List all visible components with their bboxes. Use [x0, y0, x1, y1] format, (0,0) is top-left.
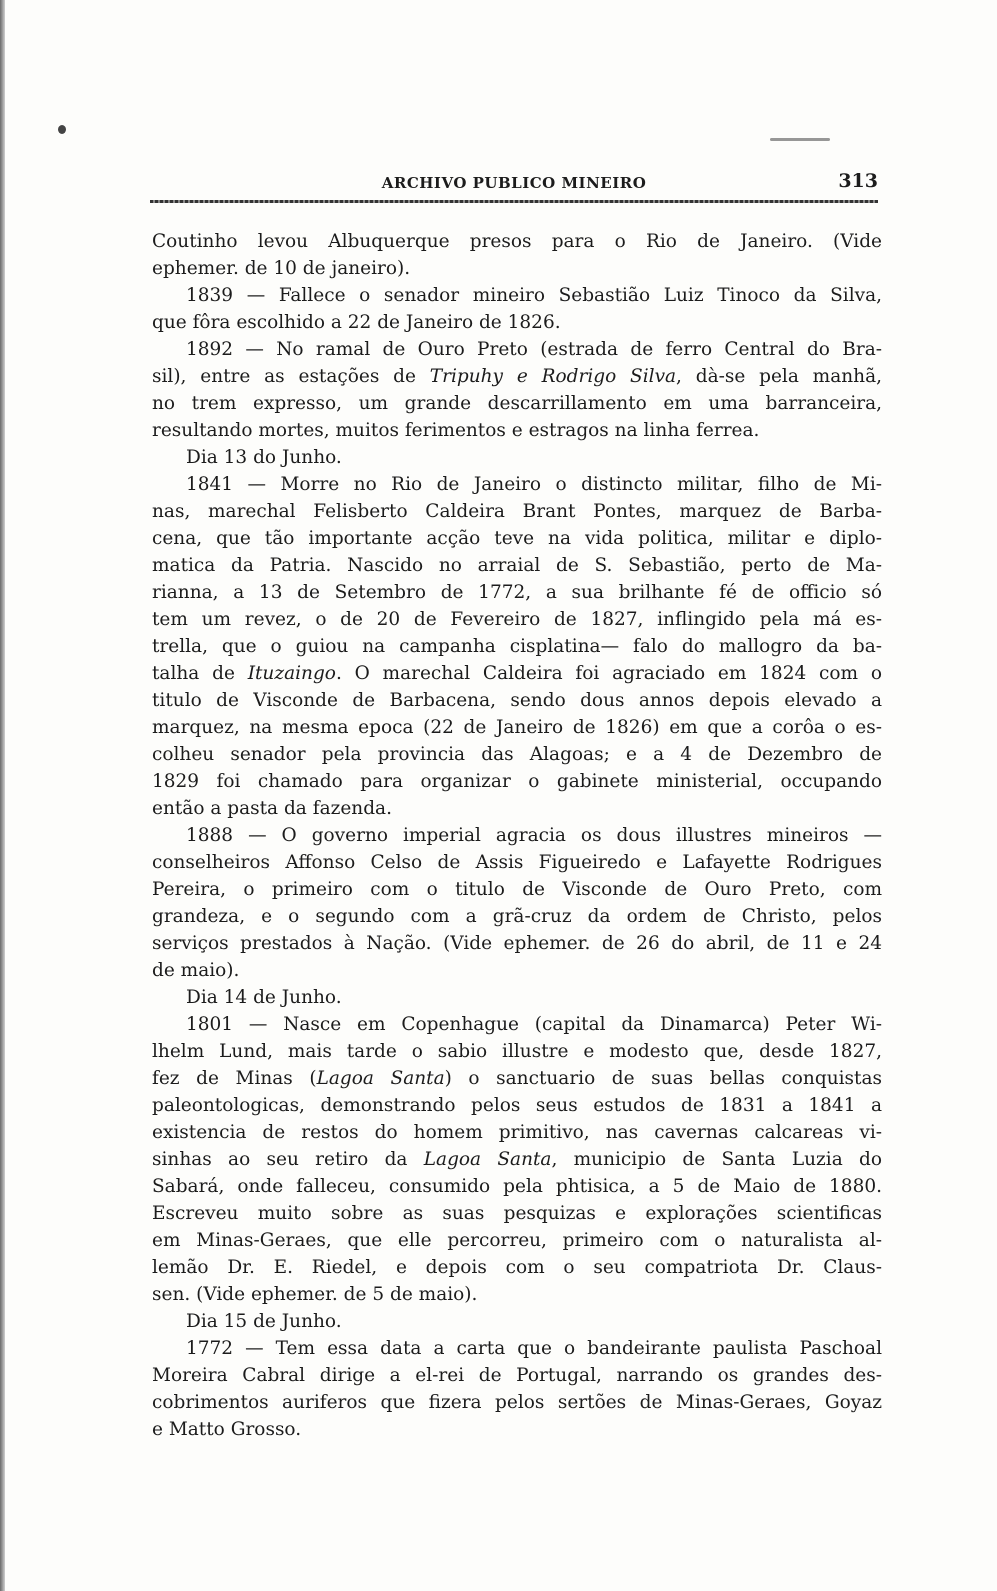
text-line: em Minas-Geraes, que elle percorreu, primeiro com o naturalista al-	[152, 1230, 882, 1251]
text-line: Moreira Cabral dirige a el-rei de Portugal, narrando os grandes des-	[152, 1365, 882, 1386]
text-line	[152, 1065, 882, 1092]
text-line: existencia de restos do homem primitivo, nas cavernas calcareas vi-	[152, 1122, 882, 1143]
text-line: no trem expresso, um grande descarrillamento em uma barranceira,	[152, 393, 882, 414]
text-line: cena, que tão importante acção teve na vida politica, militar e diplo-	[152, 528, 882, 549]
entry-paragraph	[152, 336, 882, 444]
entry-paragraph	[152, 471, 882, 822]
text-line: paleontologicas, demonstrando pelos seus estudos de 1831 a 1841 a	[152, 1095, 882, 1116]
text-segment: ) o sanctuario de suas bellas conquistas	[444, 1068, 882, 1089]
text-line: rianna, a 13 de Setembro de 1772, a sua brilhante fé de officio só	[152, 582, 882, 603]
text-line: cobrimentos auriferos que fizera pelos sertões de Minas-Geraes, Goyaz	[152, 1392, 882, 1413]
text-line: marquez, na mesma epoca (22 de Janeiro de 1826) em que a corôa o es-	[152, 717, 882, 738]
text-line: ephemer. de 10 de janeiro).	[152, 258, 411, 279]
text-segment: , dà-se pela manhã,	[676, 366, 882, 387]
text-line: colheu senador pela provincia das Alagoas; e a 4 de Dezembro de	[152, 744, 882, 765]
text-line: Sabará, onde falleceu, consumido pela phtisica, a 5 de Maio de 1880.	[152, 1176, 882, 1197]
text-line: matica da Patria. Nascido no arraial de S. Sebastião, perto de Ma-	[152, 555, 882, 576]
page-header	[150, 168, 878, 198]
text-line: 1892 — No ramal de Ouro Preto (estrada de ferro Central do Bra-	[186, 339, 882, 360]
text-line: Coutinho levou Albuquerque presos para o Rio de Janeiro. (Vide	[152, 231, 882, 252]
text-line: conselheiros Affonso Celso de Assis Figueiredo e Lafayette Rodrigues	[152, 852, 882, 873]
text-segment: . O marechal Caldeira foi agraciado em 1824 com o	[335, 663, 882, 684]
entry-paragraph	[152, 1335, 882, 1443]
text-line: tem um revez, o de 20 de Fevereiro de 1827, inflingido pela má es-	[152, 609, 882, 630]
italic-segment: Lagoa Santa	[423, 1149, 552, 1170]
page-number: 313	[838, 170, 878, 192]
body-text	[152, 228, 882, 1443]
text-line: sen. (Vide ephemer. de 5 de maio).	[152, 1284, 478, 1305]
text-segment: talha de	[152, 663, 248, 684]
scan-edge	[0, 0, 5, 1591]
entry-paragraph	[152, 1011, 882, 1308]
text-line: e Matto Grosso.	[152, 1419, 302, 1440]
text-line: trella, que o guiou na campanha cisplatina— falo do mallogro da ba-	[152, 636, 882, 657]
italic-segment: Lagoa Santa	[316, 1068, 445, 1089]
entry-paragraph	[152, 822, 882, 984]
text-line: Escreveu muito sobre as suas pesquizas e explorações scientificas	[152, 1203, 882, 1224]
text-line: 1841 — Morre no Rio de Janeiro o distincto militar, filho de Mi-	[186, 474, 882, 495]
italic-segment: Ituzaingo	[247, 663, 336, 684]
text-line: lhelm Lund, mais tarde o sabio illustre e modesto que, desde 1827,	[152, 1041, 882, 1062]
text-line	[152, 363, 882, 390]
day-heading	[152, 984, 882, 1011]
text-segment: sil), entre as estações de	[152, 366, 430, 387]
ink-blot	[770, 138, 830, 141]
text-segment: sinhas ao seu retiro da	[152, 1149, 424, 1170]
text-line: 1839 — Fallece o senador mineiro Sebastião Luiz Tinoco da Silva,	[186, 285, 882, 306]
text-line: Pereira, o primeiro com o titulo de Visconde de Ouro Preto, com	[152, 879, 882, 900]
italic-segment: Tripuhy e Rodrigo Silva	[429, 366, 677, 387]
ink-blot	[58, 125, 66, 134]
text-line: 1829 foi chamado para organizar o gabinete ministerial, occupando	[152, 771, 882, 792]
text-line: nas, marechal Felisberto Caldeira Brant Pontes, marquez de Barba-	[152, 501, 882, 522]
text-line: 1888 — O governo imperial agracia os dous illustres mineiros —	[186, 825, 882, 846]
text-line: titulo de Visconde de Barbacena, sendo dous annos depois elevado a	[152, 690, 882, 711]
text-segment: fez de Minas (	[152, 1068, 317, 1089]
entry-paragraph	[152, 228, 882, 282]
text-line	[152, 660, 882, 687]
day-heading-text: Dia 13 do Junho.	[186, 447, 342, 468]
text-line: que fôra escolhido a 22 de Janeiro de 1826.	[152, 312, 561, 333]
text-line: serviços prestados à Nação. (Vide ephemer. de 26 do abril, de 11 e 24	[152, 933, 882, 954]
running-title: ARCHIVO PUBLICO MINEIRO	[381, 174, 647, 192]
text-line: lemão Dr. E. Riedel, e depois com o seu compatriota Dr. Claus-	[152, 1257, 882, 1278]
text-line: 1772 — Tem essa data a carta que o bandeirante paulista Paschoal	[186, 1338, 882, 1359]
day-heading	[152, 444, 882, 471]
day-heading	[152, 1308, 882, 1335]
text-line	[152, 1146, 882, 1173]
text-line: de maio).	[152, 960, 240, 981]
text-line: 1801 — Nasce em Copenhague (capital da Dinamarca) Peter Wi-	[186, 1014, 882, 1035]
text-line: então a pasta da fazenda.	[152, 798, 392, 819]
day-heading-text: Dia 15 de Junho.	[186, 1311, 342, 1332]
entry-paragraph	[152, 282, 882, 336]
header-rule	[150, 200, 878, 203]
day-heading-text: Dia 14 de Junho.	[186, 987, 342, 1008]
text-line: grandeza, e o segundo com a grã-cruz da ordem de Christo, pelos	[152, 906, 882, 927]
text-line: resultando mortes, muitos ferimentos e estragos na linha ferrea.	[152, 420, 760, 441]
text-segment: , municipio de Santa Luzia do	[551, 1149, 882, 1170]
